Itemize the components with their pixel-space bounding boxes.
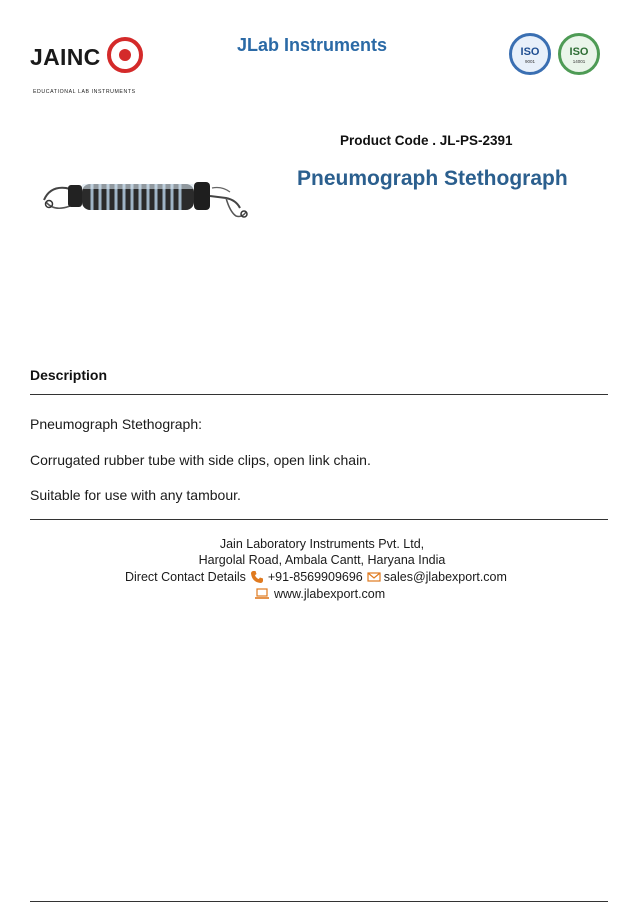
contact-row xyxy=(125,570,507,584)
website-row xyxy=(254,587,385,601)
phone-icon xyxy=(250,570,264,584)
bottom-divider xyxy=(30,901,608,902)
divider xyxy=(30,394,608,395)
corrugated-tube-image xyxy=(40,168,255,228)
logo-tagline: EDUCATIONAL LAB INSTRUMENTS xyxy=(33,89,136,95)
iso-badge-sub: 14001 xyxy=(572,59,586,64)
email-link[interactable]: sales@jlabexport.com xyxy=(383,570,507,584)
logo-wordmark: JAINC xyxy=(30,44,101,70)
product-title: Pneumograph Stethograph xyxy=(297,167,568,190)
iso-14001-badge-icon xyxy=(558,33,600,75)
iso-badge-label: ISO xyxy=(520,46,540,58)
divider xyxy=(30,519,608,520)
company-name: Jain Laboratory Instruments Pvt. Ltd, xyxy=(219,537,425,551)
laptop-icon xyxy=(254,587,270,601)
product-code: Product Code . JL-PS-2391 xyxy=(340,133,513,148)
description-line: Corrugated rubber tube with side clips, open link chain. xyxy=(30,452,371,468)
contact-label: Direct Contact Details xyxy=(125,570,246,584)
company-address: Hargolal Road, Ambala Cantt, Haryana India xyxy=(198,553,446,567)
description-line: Suitable for use with any tambour. xyxy=(30,487,241,503)
description-heading: Description xyxy=(30,367,108,383)
phone-link[interactable]: +91-8569909696 xyxy=(267,570,363,584)
mail-icon xyxy=(367,570,381,584)
website-link[interactable]: www.jlabexport.com xyxy=(274,587,386,601)
iso-badge-sub: 9001 xyxy=(524,59,535,64)
iso-9001-badge-icon xyxy=(509,33,551,75)
description-line: Pneumograph Stethograph: xyxy=(30,416,203,432)
brand-title: JLab Instruments xyxy=(236,35,388,55)
iso-badge-label: ISO xyxy=(569,46,589,58)
